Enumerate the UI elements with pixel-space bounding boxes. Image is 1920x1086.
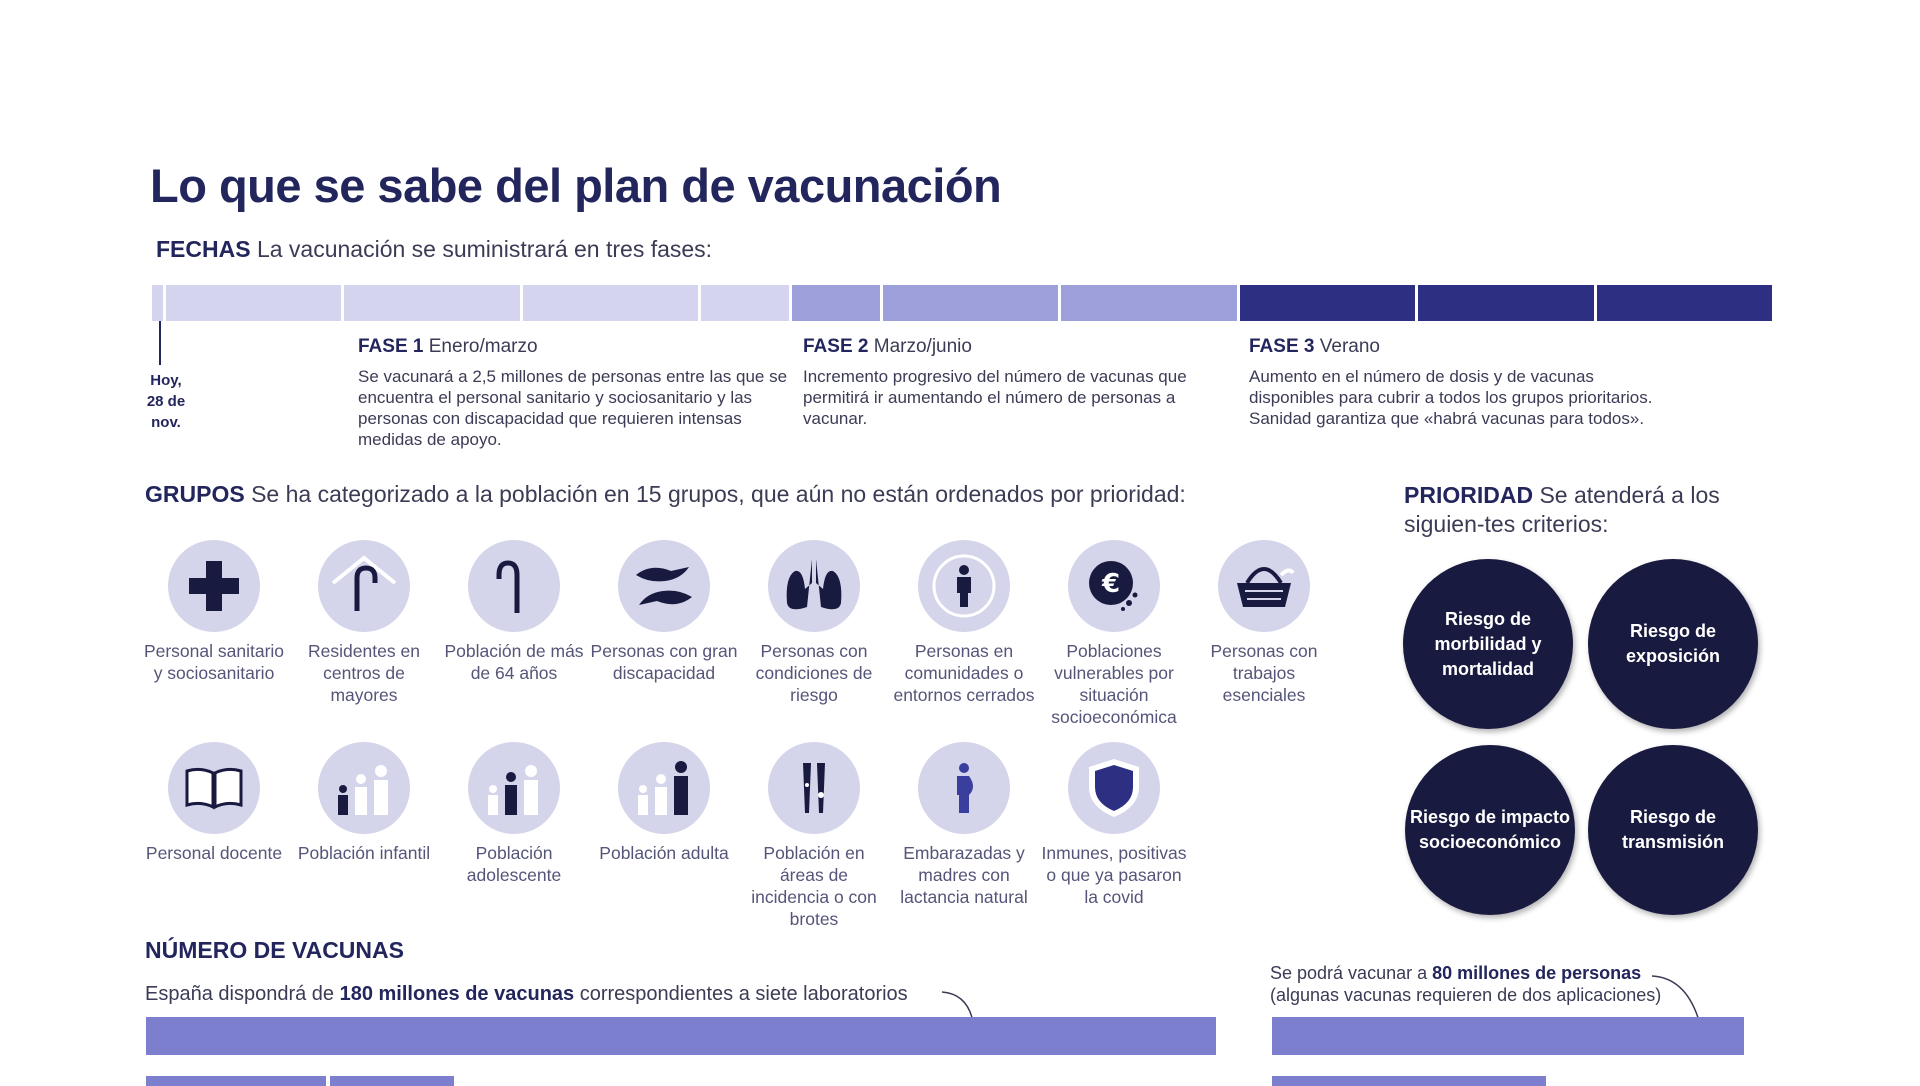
fechas-heading (156, 236, 712, 263)
fase-2-label: FASE 2 (803, 336, 869, 357)
grupo-label: Inmunes, positivas o que ya pasaron la covid (1041, 843, 1187, 907)
grupos-grid-row-1 (140, 540, 1330, 728)
hands-icon (618, 540, 710, 632)
fase-1-period: Enero/marzo (423, 336, 538, 357)
adolescent-icon (468, 742, 560, 834)
grupo-label: Personal sanitario y sociosanitario (143, 641, 285, 683)
fase-1 (358, 336, 798, 450)
prioridad-heading (1404, 481, 1794, 539)
grupo-personal-sanitario (140, 540, 288, 728)
vacunas-espana-bold: 180 millones de vacunas (339, 983, 575, 1005)
prioridad-label: PRIORIDAD (1404, 482, 1534, 508)
grupo-label: Embarazadas y madres con lactancia natural (900, 843, 1028, 907)
grupo-label: Población en áreas de incidencia o con brotes (751, 843, 877, 929)
today-label: Hoy, 28 de nov. (146, 372, 186, 431)
prioridad-criterios (1395, 555, 1775, 925)
grupo-label: Poblaciones vulnerables por situación socioeconómica (1051, 641, 1177, 727)
grupos-heading (145, 481, 1186, 508)
grupo-adolescente (440, 742, 588, 930)
fechas-text: La vacunación se suministrará en tres fases: (250, 236, 713, 262)
vacunas-lab-bar (330, 1076, 454, 1086)
vacunas-personas-note: (algunas vacunas requieren de dos aplicaciones) (1270, 985, 1662, 1005)
grupo-residentes (290, 540, 438, 728)
grupos-text: Se ha categorizado a la población en 15 grupos, que aún no están ordenados por prioridad: (244, 481, 1186, 507)
grupo-adulta (590, 742, 738, 930)
fase-2-heading (803, 336, 1228, 358)
timeline-segment (344, 285, 519, 321)
page-title: Lo que se sabe del plan de vacunación (150, 159, 1002, 212)
vacunas-personas-text (1270, 962, 1661, 1006)
criterio-exposicion: Riesgo de exposición (1588, 559, 1758, 729)
vacunas-180m-bar (146, 1017, 1216, 1055)
vacunas-espana-text (145, 983, 908, 1006)
criterio-transmision: Riesgo de transmisión (1588, 745, 1758, 915)
pregnant-icon (918, 742, 1010, 834)
fechas-label: FECHAS (156, 236, 251, 262)
criterio-socioeconomico: Riesgo de impacto socioeconómico (1405, 745, 1575, 915)
vacunas-80m-bar (1272, 1017, 1744, 1055)
vacunas-label: NÚMERO DE VACUNAS (145, 937, 404, 963)
vacunas-espana-pre: España dispondrá de (145, 983, 340, 1005)
grupo-label: Población adolescente (466, 843, 562, 885)
timeline-segment (166, 285, 341, 321)
timeline-segment (1061, 285, 1236, 321)
fase-3-period: Verano (1314, 336, 1380, 357)
adult-icon (618, 742, 710, 834)
grupo-infantil (290, 742, 438, 930)
grupo-mayores-64 (440, 540, 588, 728)
grupos-label: GRUPOS (145, 481, 245, 507)
timeline-segment (1597, 285, 1772, 321)
grupo-label: Población infantil (297, 843, 431, 863)
fase-3-heading (1249, 336, 1679, 358)
timeline-bar (152, 285, 1772, 321)
grupo-vulnerables (1040, 540, 1188, 728)
timeline-segment (152, 285, 163, 321)
criterio-morbilidad: Riesgo de morbilidad y mortalidad (1403, 559, 1573, 729)
grupo-label: Personas en comunidades o entornos cerrados (893, 641, 1035, 705)
fase-1-label: FASE 1 (358, 336, 424, 357)
grupo-trabajos-esenciales (1190, 540, 1338, 728)
fase-2-text: Incremento progresivo del número de vacunas que permitirá ir aumentando el número de personas a vacunar. (803, 367, 1187, 428)
grupos-grid-row-2 (140, 742, 1330, 930)
grupo-inmunes (1040, 742, 1188, 930)
fase-3-label: FASE 3 (1249, 336, 1315, 357)
fase-3-text: Aumento en el número de dosis y de vacunas disponibles para cubrir a todos los grupos prioritarios. Sanidad garantiza que «habrá vacunas para todos». (1249, 367, 1653, 428)
person-enclosed-icon (918, 540, 1010, 632)
timeline-segment (1240, 285, 1415, 321)
fase-2-period: Marzo/junio (868, 336, 972, 357)
house-cane-icon (318, 540, 410, 632)
shield-icon (1068, 742, 1160, 834)
vacunas-lab-bar (146, 1076, 326, 1086)
vacunas-personas-pre: Se podrá vacunar a (1270, 963, 1433, 983)
timeline-segment (792, 285, 880, 321)
vacunas-personas-bold: 80 millones de personas (1432, 963, 1642, 983)
today-marker (159, 321, 161, 365)
timeline-segment (1418, 285, 1593, 321)
grupo-label: Personas con condiciones de riesgo (755, 641, 873, 705)
outbreak-icon (768, 742, 860, 834)
shopping-basket-icon (1218, 540, 1310, 632)
vacunas-espana-post: correspondientes a siete laboratorios (574, 983, 908, 1005)
timeline-segment (883, 285, 1058, 321)
cane-icon (468, 540, 560, 632)
fase-3 (1249, 336, 1679, 429)
fase-1-heading (358, 336, 798, 358)
fase-1-text: Se vacunará a 2,5 millones de personas entre las que se encuentra el personal sanitario y sociosanitario y las personas con discapacidad que requieren intensas medidas de apoyo. (358, 367, 788, 449)
medical-cross-icon (168, 540, 260, 632)
open-book-icon (168, 742, 260, 834)
grupo-condiciones-riesgo (740, 540, 888, 728)
timeline-segment (701, 285, 789, 321)
grupo-discapacidad (590, 540, 738, 728)
grupo-label: Residentes en centros de mayores (308, 641, 420, 705)
vacunas-lab-bar (1272, 1076, 1546, 1086)
prioridad-text: Se atenderá a los siguien-tes criterios: (1404, 482, 1720, 537)
grupo-embarazadas (890, 742, 1038, 930)
grupo-label: Población adulta (599, 843, 729, 863)
svg-text:€: € (1101, 569, 1121, 599)
fase-2 (803, 336, 1228, 429)
euro-coin-icon (1068, 540, 1160, 632)
lungs-icon (768, 540, 860, 632)
grupo-label: Población de más de 64 años (444, 641, 584, 683)
children-icon (318, 742, 410, 834)
grupo-docente (140, 742, 288, 930)
grupo-entornos-cerrados (890, 540, 1038, 728)
vacunas-heading (145, 937, 404, 964)
grupo-label: Personas con gran discapacidad (590, 641, 738, 683)
grupo-label: Personas con trabajos esenciales (1210, 641, 1318, 705)
grupo-label: Personal docente (145, 843, 283, 863)
timeline-segment (523, 285, 698, 321)
grupo-brotes (740, 742, 888, 930)
